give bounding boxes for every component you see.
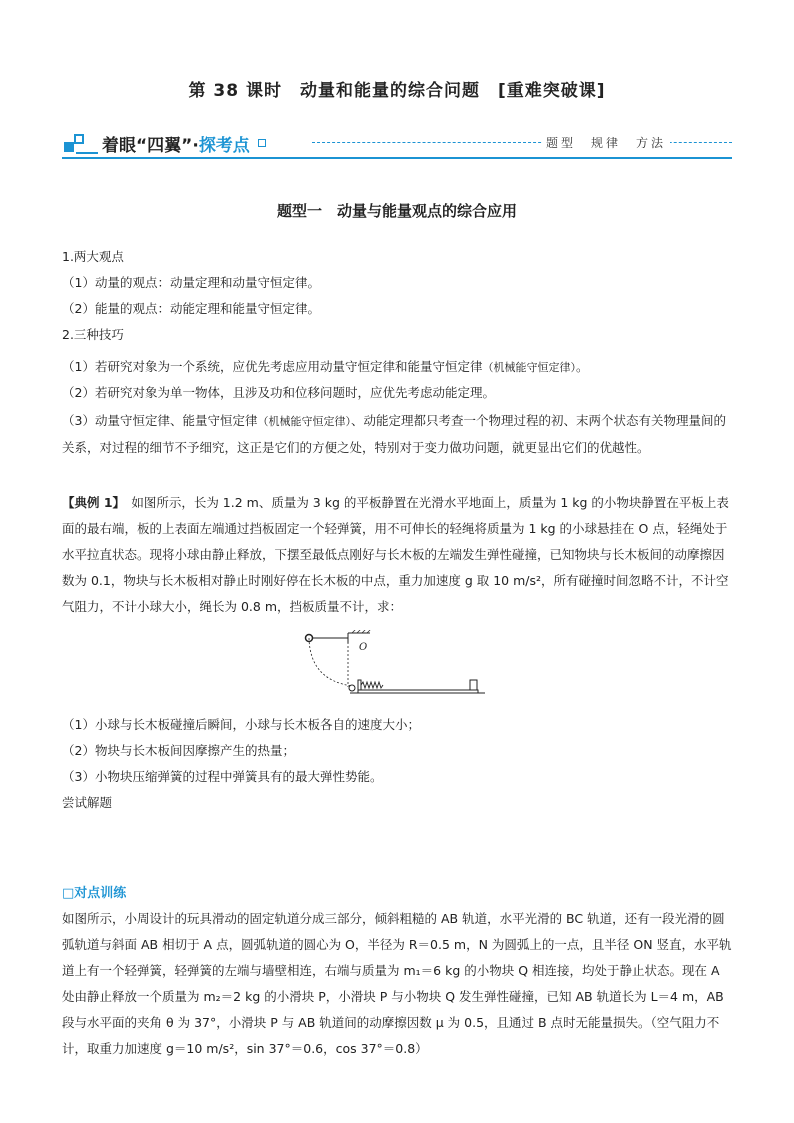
page-title: 第 38 课时 动量和能量的综合问题 [重难突破课] — [188, 81, 606, 101]
banner-highlight: 探考点 — [198, 135, 250, 156]
pendulum-board-diagram — [300, 630, 490, 700]
paragraph: 2.三种技巧 — [62, 327, 124, 342]
example-paragraph — [62, 490, 734, 620]
paragraph: （2）若研究对象为单一物体，且涉及功和位移问题时，应优先考虑动能定理。 — [62, 385, 495, 400]
paragraph: 1.两大观点 — [62, 249, 124, 264]
banner-prefix: 着眼“四翼”· — [102, 135, 199, 156]
practice-label: □对点训练 — [62, 886, 127, 901]
question: （3）小物块压缩弹簧的过程中弹簧具有的最大弹性势能。 — [62, 769, 383, 784]
section-banner — [62, 128, 732, 160]
pivot-label: O — [359, 642, 368, 653]
paragraph: （1）动量的观点：动量定理和动量守恒定律。 — [62, 275, 320, 290]
banner-logo-icon — [62, 130, 98, 156]
question: （2）物块与长木板间因摩擦产生的热量； — [62, 743, 295, 758]
square-bullet-icon — [258, 139, 266, 147]
example-label: 【典例 1】 — [62, 495, 119, 510]
banner-heading — [62, 128, 266, 158]
paragraph: （2）能量的观点：动能定理和能量守恒定律。 — [62, 301, 320, 316]
section-heading: 题型一 动量与能量观点的综合应用 — [276, 202, 517, 220]
paragraph: （1）若研究对象为一个系统，应优先考虑应用动量守恒定律和能量守恒定律（机械能守恒定律）。 — [62, 359, 589, 374]
practice-text: 如图所示，小周设计的玩具滑动的固定轨道分成三部分，倾斜粗糙的 AB 轨道，水平光滑的 BC 轨道，还有一段光滑的圆弧轨道与斜面 AB 相切于 A 点，圆弧轨道的圆心为 O，半径为 R＝0.5 m，N 为圆弧上的一点，且半径 ON 竖直，水平轨道上有一个轻弹簧，轻弹簧的左端与墙壁相连，右端与质量为 m₁＝6 kg 的小物块 Q 相连接，均处于静止状态。现在 A 处由静止释放一个质量为 m₂＝2 kg 的小滑块 P，小滑块 P 与小物块 Q 发生弹性碰撞，已知 AB 轨道长为 L＝4 m，AB 段与水平面的夹角 θ 为 37°，小滑块 P 与 AB 轨道间的动摩擦因数 μ 为 0.5，且通过 B 点时无能量损失。（空气阻力不计，取重力加速度 g＝10 m/s²，sin 37°＝0.6，cos 37°＝0.8） — [62, 911, 732, 1056]
example-text: 如图所示，长为 1.2 m、质量为 3 kg 的平板静置在光滑水平地面上，质量为 1 kg 的小物块静置在平板上表面的最右端，板的上表面左端通过挡板固定一个轻弹簧，用不可伸长的轻绳将质量为 1 kg 的小球悬挂在 O 点，轻绳处于水平拉直状态。现将小球由静止释放，下摆至最低点刚好与长木板的左端发生弹性碰撞，已知物块与长木板间的动摩擦因数为 0.1，物块与长木板相对静止时刚好停在长木板的中点，重力加速度 g 取 10 m/s²，所有碰撞时间忽略不计，不计空气阻力，不计小球大小，绳长为 0.8 m，挡板质量不计，求： — [62, 495, 729, 614]
paragraph: （3）动量守恒定律、能量守恒定律（机械能守恒定律）、动能定理都只考查一个物理过程的初、末两个状态有关物理量间的关系，对过程的细节不予细究，这正是它们的方便之处，特别对于变力做功问题，就更显出它们的优越性。 — [62, 413, 726, 455]
ball-icon — [306, 635, 313, 642]
question: （1）小球与长木板碰撞后瞬间，小球与长木板各自的速度大小； — [62, 717, 420, 732]
answer-label: 尝试解题 — [62, 795, 113, 810]
banner-tags: 题型 规律 方法 — [542, 134, 670, 151]
